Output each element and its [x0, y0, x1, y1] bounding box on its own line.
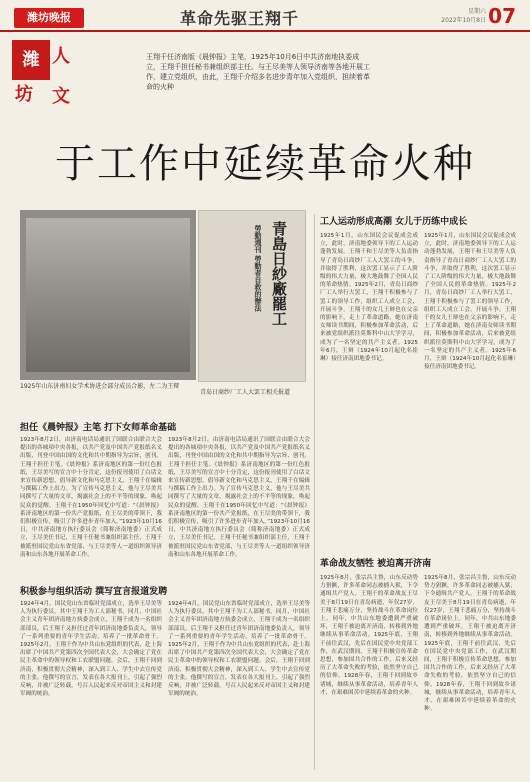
newspaper-clipping [198, 210, 306, 382]
column-seal-char: 文 [52, 86, 70, 107]
column-seal-char: 人 [52, 46, 70, 67]
section-body-continued: 1925年8月，张宗昌主鲁，山东反动势力猖獗，许多革命同志被捕入狱，下令通缉共产党人。王翔千的革命战友王尽美于8月19日在青岛病逝，年仅27岁，王翔千悲痛万分，坚持战斗在革命岗位上。同年，中共山东地委遭到严重破坏，王翔千被迫离开济南，转移到外地继续从事革命活动。1925年底，王翔千前往武汉，先后在国民党中央党部工作，在武汉期间，王翔千积极宣传革命思想，参加国共合作的工作，后来又经历了大革命失败的考验，依然坚守自己的信仰。1928年春，王翔千回到故乡诸城，继续从事革命活动，培养青年人才，在艰难困苦中延续着革命的火种。 [424, 575, 516, 713]
section-body: 1925年1月，山东国民会议促成会成立，此时，济南地委领导下的工人运动蓬勃发展，王翔千和王尽美等人负责指导了青岛日商纱厂工人大罢工的斗争，并取得了胜利，这次罢工显示了工人阶级的伟大力量，极大地鼓舞了全国人民的革命热情。1925年2月，青岛日商纱厂工人举行大罢工，王翔千积极参与了罢工的领导工作，组织工人成立工会，开展斗争。王翔千的女儿王辩也在父亲的影响下，走上了革命道路，她在济南女师读书期间，积极参加革命活动，后来被党组织派往莫斯科中山大学学习，成为了一名坚定的共产主义者。1925年6月，王辩（1924年10月起化名崔琳）接任济南团地委书记。 [320, 233, 418, 363]
issue-date: 2022年10月8日 [441, 17, 486, 24]
group-photo-image [26, 218, 190, 372]
column-divider [314, 214, 315, 770]
page-number: 07 [488, 4, 516, 28]
section-body-continued: 1925年1月，山东国民会议促成会成立，此时，济南地委领导下的工人运动蓬勃发展，王翔千和王尽美等人负责指导了青岛日商纱厂工人大罢工的斗争，并取得了胜利，这次罢工显示了工人阶级的伟大力量，极大地鼓舞了全国人民的革命热情。1925年2月，青岛日商纱厂工人举行大罢工，王翔千积极参与了罢工的领导工作，组织工人成立工会，开展斗争。王翔千的女儿王辩也在父亲的影响下，走上了革命道路，她在济南女师读书期间，积极参加革命活动，后来被党组织派往莫斯科中山大学学习，成为了一名坚定的共产主义者。1925年6月，王辩（1924年10月起化名崔琳）接任济南团地委书记。 [424, 233, 516, 371]
section-heading: 积极参与组织活动 撰写宣言报道发聘 [20, 587, 168, 597]
section-body: 1924年4月，国民党山东省临时党部成立，选举王尽美等人为执行委员，其中王翔千为工人部秘书。同月，中国社会主义青年团济南地方执委会成立，王翔千成为一名组织部部员，后王翔千又担任过青年团济南地委负责人，领导了一系列重要的青年学生活动，培养了一批革命骨干。1925年2月，王翔千作为中共山东党组织的代表，赴上海出席了中国共产党第四次全国代表大会，大会确定了党在民主革命中的领导权和工农联盟问题。会后，王翔千回到济南，积极贯彻大会精神，深入到工人、学生中去宣传党的主张。他撰写的宣言，发表在各大报刊上，引起了强烈反响，并被广泛转载，号召人民起来反对帝国主义和封建军阀的统治。 [20, 601, 162, 698]
date-block [441, 7, 486, 25]
section-body: 1923年8月2日，由济南电话局通讯了国联合由联合大会提出的各城项中央各报，以共产党及中国共产党报纸名义出版，刊登中国由国的文化和共中期指导为宗旨，创刊。王翔千担任主笔。《晨钟报》系济南地区的第一份红色报纸，王尽美写的宣言中十分肯定，这份报刊使用了白话文来宣传新思想，倡导新文化和马克思主义，王翔千在编辑与撰稿工作上出力。为了宣传马克思主义，他与王尽美共同撰写了大量的文章，揭露社会上的不平等的现象，唤起民众的觉醒。王翔千在1950年回忆中写道：“《晨钟报》系济南地区的第一份共产党报纸，在王尽美的带领下，我们积极宣传，吸引了许多进步青年加入。”1923年10月16日，中共济南地方执行委员会（简称济南地委）正式成立，王尽美任书记，王翔千任秘书兼组织部主任，王翔千被派驻国民党山东省党部，与王尽美等人一道组织领导济南和山东各地开展革命工作。 [20, 437, 162, 558]
photo-caption: 青岛日商纱厂工人大罢工相关报道 [200, 389, 291, 396]
masthead-logo: 潍坊晚报 [14, 8, 84, 28]
column-seal-char: 坊 [15, 84, 33, 105]
weekday: 星期六 [467, 8, 486, 15]
section-heading: 工人运动形成高潮 女儿于历练中成长 [320, 217, 468, 227]
section-body-continued: 1924年4月，国民党山东省临时党部成立，选举王尽美等人为执行委员，其中王翔千为工人部秘书。同月，中国社会主义青年团济南地方执委会成立，王翔千成为一名组织部部员，后王翔千又担任过青年团济南地委负责人，领导了一系列重要的青年学生活动，培养了一批革命骨干。1925年2月，王翔千作为中共山东党组织的代表，赴上海出席了中国共产党第四次全国代表大会，大会确定了党在民主革命中的领导权和工农联盟问题。会后，王翔千回到济南，积极贯彻大会精神，深入到工人、学生中去宣传党的主张。他撰写的宣言，发表在各大报刊上，引起了强烈反响，并被广泛转载，号召人民起来反对帝国主义和封建军阀的统治。 [168, 601, 310, 698]
headline: 于工作中延续革命火种 [55, 141, 475, 187]
section-heading: 担任《晨钟报》主笔 打下女师革命基础 [20, 423, 177, 433]
section-heading: 革命战友牺牲 被迫离开济南 [320, 559, 432, 569]
intro-summary: 王翔千任济南版《晨钟报》主笔，1925年10月6日中共济南地执委成立，王翔千担任秘书兼组织部主任。与王尽美等人领导济南等各地开展工作，建立党组织，由此，王翔千介绍多名进步青年加入党组织，担续着革命的火种 [146, 53, 370, 91]
column-seal: 潍 [12, 40, 50, 80]
group-photo [20, 210, 196, 380]
clipping-subhead: 勞動週刊 勞動者自救的辦法 [254, 225, 263, 312]
masthead-rule [0, 30, 530, 32]
section-body-continued: 1923年8月2日，由济南电话局通讯了国联合由联合大会提出的各城项中央各报，以共产党及中国共产党报纸名义出版，刊登中国由国的文化和共中期指导为宗旨，创刊。王翔千担任主笔。《晨钟报》系济南地区的第一份红色报纸，王尽美写的宣言中十分肯定，这份报刊使用了白话文来宣传新思想，倡导新文化和马克思主义，王翔千在编辑与撰稿工作上出力。为了宣传马克思主义，他与王尽美共同撰写了大量的文章，揭露社会上的不平等的现象，唤起民众的觉醒。王翔千在1950年回忆中写道：“《晨钟报》系济南地区的第一份共产党报纸，在王尽美的带领下，我们积极宣传，吸引了许多进步青年加入。”1923年10月16日，中共济南地方执行委员会（简称济南地委）正式成立，王尽美任书记，王翔千任秘书兼组织部主任，王翔千被派驻国民党山东省党部，与王尽美等人一道组织领导济南和山东各地开展革命工作。 [168, 437, 310, 558]
clipping-headline: 青島日紗廠罷工 [270, 221, 288, 326]
photo-caption: 1925年山东济南妇女学术协进会部分成员合影，左二为王辩 [20, 383, 180, 390]
page-title: 革命先驱王翔千 [180, 9, 300, 28]
section-body: 1925年8月，张宗昌主鲁，山东反动势力猖獗，许多革命同志被捕入狱，下令通缉共产党人。王翔千的革命战友王尽美于8月19日在青岛病逝，年仅27岁，王翔千悲痛万分，坚持战斗在革命岗位上。同年，中共山东地委遭到严重破坏，王翔千被迫离开济南，转移到外地继续从事革命活动。1925年底，王翔千前往武汉，先后在国民党中央党部工作，在武汉期间，王翔千积极宣传革命思想，参加国共合作的工作，后来又经历了大革命失败的考验，依然坚守自己的信仰。1928年春，王翔千回到故乡诸城，继续从事革命活动，培养青年人才，在艰难困苦中延续着革命的火种。 [320, 575, 418, 696]
